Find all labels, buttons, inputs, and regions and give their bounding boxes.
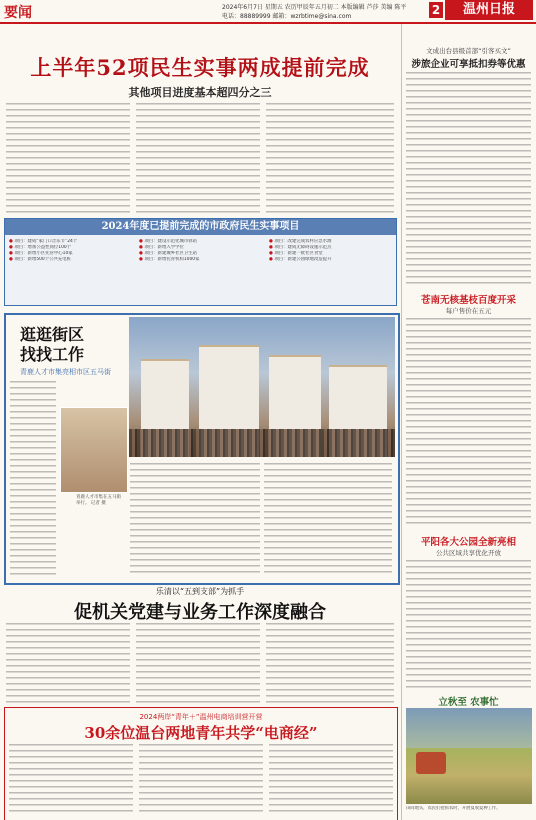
bottom-story-kicker: 2024两岸“青年＋”温州电商培训营开营 [139, 713, 263, 721]
feature-subtitle: 青鹿人才市集亮相市区五马街 [20, 368, 111, 376]
right-column [401, 24, 535, 820]
lead-body-column-2 [136, 103, 260, 213]
right-story1-kicker: 文成出台县级首部“引客买文” [426, 47, 511, 55]
right-story3-headline: 平阳各大公园全新亮相 [420, 537, 516, 548]
project-item: ● 项目：新增小区托管中心10家 [9, 251, 73, 257]
project-item: ● 项目：建设示范化城市驿站 [139, 239, 198, 244]
lead-body-column-1 [6, 103, 130, 213]
project-item: ● 项目：新建一批社区食堂 [269, 251, 323, 257]
project-item: ● 项目：新增入学学位 [139, 245, 184, 251]
right-story1-body [406, 72, 531, 286]
right-story2-subtitle: 每户售价在五元 [445, 307, 492, 315]
bottom-body-column-3 [269, 744, 393, 816]
right-story1-headline: 涉旅企业可享抵扣券等优惠 [411, 59, 526, 70]
project-item: ● 项目：改建完成农村应急水源 [269, 239, 332, 244]
project-item: ● 项目：新增托育机构1000家 [139, 257, 200, 263]
paper-logo: 温州日报 [445, 0, 533, 20]
right-story2-body [406, 318, 531, 528]
project-item: ● 项目：建成“家门口音乐节”24个 [9, 239, 78, 244]
section-name: 要闻 [4, 5, 32, 21]
photo-sky [406, 708, 532, 748]
date-line: 2024年6月7日 星期五 农历甲辰年五月初二 本版编辑 芦莎 美编 陈平 [222, 4, 407, 11]
feature-inset-photo [60, 407, 128, 493]
bottom-body-column-1 [9, 744, 133, 816]
farm-photo-caption: 田间地头，农民们抢抓农时，开展夏收夏种工作。 [406, 806, 501, 811]
right-story2-headline: 苍南无核基枝百度开采 [420, 295, 516, 306]
right-story3-subtitle: 公共区域共享优化开放 [436, 549, 501, 557]
lead-body-column-3 [266, 103, 394, 213]
bottom-story-headline: 30余位温台两地青年共学“电商经” [84, 724, 318, 742]
project-item: ● 项目：增加公益性岗位100个 [9, 245, 72, 251]
lead-subheadline: 其他项目进度基本超四分之三 [128, 86, 272, 99]
projects-column-1 [9, 239, 133, 263]
page-number: 2 [429, 2, 443, 18]
lead-headline: 上半年52项民生实事两成提前完成 [30, 55, 370, 80]
projects-banner: 2024年度已提前完成的市政府民生实事项目 [5, 219, 396, 235]
project-item: ● 项目：新增500个公共充电桩 [9, 257, 72, 263]
mid-story-headline: 促机关党建与业务工作深度融合 [74, 602, 326, 623]
project-item: ● 项目：新建公园绿地改造提升 [269, 257, 332, 263]
bottom-story-box [4, 707, 398, 820]
farm-photo [406, 708, 532, 804]
mid-body-column-2 [136, 623, 260, 703]
feature-box [4, 313, 400, 585]
feature-photo [129, 317, 395, 457]
project-item: ● 项目：建成无障碍设施示范点 [269, 245, 332, 251]
feature-body-column-1 [10, 381, 56, 577]
right-photo-title: 立秋至 农事忙 [438, 697, 499, 708]
bottom-body-column-2 [139, 744, 263, 816]
feature-title-line1: 逛逛街区 [20, 325, 85, 344]
masthead [0, 0, 536, 24]
feature-title-line2: 找找工作 [20, 345, 85, 364]
feature-body-column-3 [264, 463, 392, 577]
photo-crowd [129, 429, 395, 457]
feature-body-column-2 [130, 463, 260, 577]
projects-column-2 [139, 239, 263, 263]
projects-box [4, 218, 397, 306]
mid-body-column-1 [6, 623, 130, 703]
mid-story-kicker: 乐清以“五到支部”为抓手 [155, 587, 245, 596]
photo-harvester [416, 752, 446, 774]
mid-body-column-3 [266, 623, 394, 703]
right-story3-body [406, 560, 531, 692]
contact-line: 电话：88889999 邮箱：wzrbtime@sina.com [222, 13, 352, 20]
projects-column-3 [269, 239, 393, 263]
project-item: ● 项目：新建城乡社区卫生站 [139, 251, 198, 257]
feature-photo-caption: 青鹿人才市集在五马街举行。 记者 摄 [76, 495, 121, 506]
